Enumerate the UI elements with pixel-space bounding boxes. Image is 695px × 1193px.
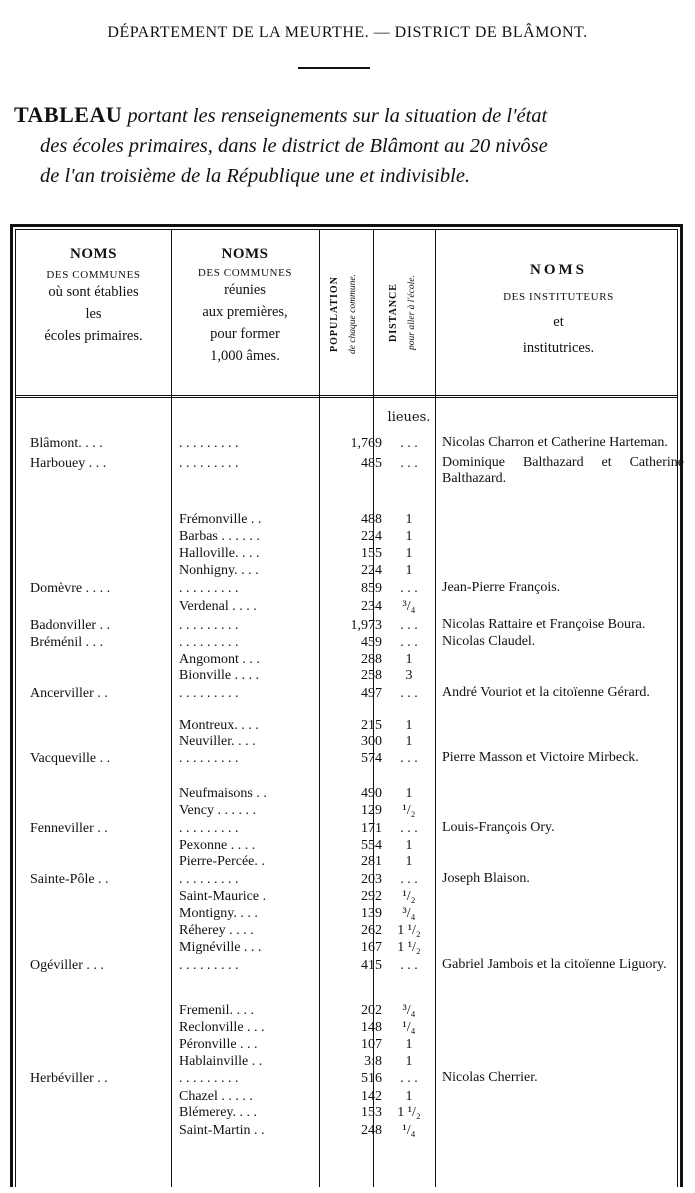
cell-c2: . . . . . . . . . [179, 635, 239, 650]
cell-c3: 203 [361, 872, 382, 887]
cell-c4: 1 [405, 512, 413, 527]
col3-sub: de chaque commune. [348, 274, 358, 354]
cell-c3: 148 [361, 1020, 382, 1035]
col2-header [171, 246, 319, 367]
cell-c3: 281 [361, 854, 382, 869]
cell-c4: 1 [405, 718, 413, 733]
cell-c3: 167 [361, 940, 382, 955]
cell-c3: 574 [361, 751, 382, 766]
cell-c2: . . . . . . . . . [179, 751, 239, 766]
table-row [16, 511, 684, 529]
cell-c3: 155 [361, 546, 382, 561]
cell-c3: 107 [361, 1037, 382, 1052]
cell-c2: Hablainville . . [179, 1054, 263, 1069]
cell-c2: Nonhigny. . . . [179, 563, 259, 578]
col5-header [435, 262, 682, 359]
cell-c4: ¹/₄ [402, 1020, 416, 1035]
table-row [16, 1019, 684, 1037]
cell-c4: 1 [405, 652, 413, 667]
cell-c3: 859 [361, 581, 382, 596]
intro-line-2: des écoles primaires, dans le district de Blâmont au 20 nivôse [40, 135, 548, 157]
cell-c4: 1 [405, 563, 413, 578]
cell-c2: Pierre-Percée. . [179, 854, 265, 869]
cell-c4: ³/₄ [402, 1003, 416, 1018]
cell-c3: 516 [361, 1071, 382, 1086]
col2-sub: DES COMMUNES [197, 267, 293, 279]
cell-c2: Pexonne . . . . [179, 838, 256, 853]
cell-c2: Montigny. . . . [179, 906, 258, 921]
table-row [16, 939, 684, 957]
table-row [16, 617, 684, 635]
col4-title: DISTANCE [388, 283, 399, 343]
cell-c5: Joseph Blaison. [442, 871, 530, 886]
cell-c2: . . . . . . . . . [179, 821, 239, 836]
cell-c4: . . . [400, 751, 418, 766]
cell-c3: 1,769 [350, 436, 382, 451]
table-row [16, 853, 684, 871]
header-divider [16, 395, 677, 396]
cell-c3: 248 [361, 1123, 382, 1138]
cell-c3: 258 [361, 668, 382, 683]
col2-line2: aux premières, [202, 304, 288, 320]
cell-c3: 153 [361, 1105, 382, 1120]
table-inner-frame [15, 229, 684, 1187]
cell-c1: Ancerviller . . [30, 686, 108, 701]
cell-c4: 1 [405, 529, 413, 544]
cell-c2: Vency . . . . . . [179, 803, 256, 818]
intro-lead: TABLEAU [14, 102, 123, 127]
cell-c3: 171 [361, 821, 382, 836]
cell-c4: . . . [400, 436, 418, 451]
cell-c1: Ogéviller . . . [30, 958, 104, 973]
cell-c3: 300 [361, 734, 382, 749]
intro-paragraph [14, 100, 686, 191]
cell-c3: 554 [361, 838, 382, 853]
cell-c3: 202 [361, 1003, 382, 1018]
cell-c2: Frémonville . . [179, 512, 262, 527]
col1-line3: écoles primaires. [44, 328, 143, 344]
cell-c4: ³/₄ [402, 906, 416, 921]
cell-c1: Herbéviller . . [30, 1071, 108, 1086]
cell-c5: Louis-François Ory. [442, 820, 555, 835]
cell-c4: . . . [400, 456, 418, 471]
cell-c4: 1 ¹/₂ [397, 940, 421, 955]
cell-c4: ¹/₄ [402, 1123, 416, 1138]
cell-c3: 224 [361, 529, 382, 544]
cell-c4: . . . [400, 581, 418, 596]
cell-c4: . . . [400, 1071, 418, 1086]
cell-c3: 415 [361, 958, 382, 973]
cell-c3: 292 [361, 889, 382, 904]
cell-c5: Nicolas Cherrier. [442, 1070, 538, 1085]
table-row [16, 1122, 684, 1140]
cell-c5: Pierre Masson et Victoire Mirbeck. [442, 750, 639, 765]
cell-c5: Nicolas Rattaire et Françoise Boura. [442, 617, 646, 632]
cell-c4: 3 [405, 668, 413, 683]
cell-c3: 497 [361, 686, 382, 701]
table-row [16, 922, 684, 940]
cell-c2: . . . . . . . . . [179, 456, 239, 471]
table-row [16, 957, 684, 975]
col3-title: POPULATION [329, 276, 340, 352]
cell-c4: 1 [405, 854, 413, 869]
cell-c3: 234 [361, 599, 382, 614]
cell-c2: Montreux. . . . [179, 718, 259, 733]
cell-c4: 1 [405, 1037, 413, 1052]
cell-c4: 1 [405, 546, 413, 561]
cell-c3: 488 [361, 512, 382, 527]
table-row [16, 667, 684, 685]
col5-sub: DES INSTITUTEURS [503, 291, 614, 303]
cell-c1: Bréménil . . . [30, 635, 104, 650]
col1-line2: les [85, 306, 102, 322]
table-row [16, 1070, 684, 1088]
cell-c1: Blâmont. . . . [30, 436, 103, 451]
cell-c4: ¹/₂ [402, 803, 416, 818]
cell-c3: 288 [361, 652, 382, 667]
schools-table [10, 224, 683, 1187]
header-divider-double [16, 397, 677, 398]
cell-c5: Nicolas Claudel. [442, 634, 536, 649]
col1-header [16, 246, 171, 347]
cell-c2: Chazel . . . . . [179, 1089, 253, 1104]
cell-c4: . . . [400, 821, 418, 836]
cell-c3: 490 [361, 786, 382, 801]
cell-c2: Neuviller. . . . [179, 734, 256, 749]
cell-c2: Réherey . . . . [179, 923, 254, 938]
intro-line-3: de l'an troisième de la République une et indivisible. [40, 165, 471, 187]
table-row [16, 685, 684, 703]
table-row [16, 871, 684, 889]
cell-c5: Jean-Pierre François. [442, 580, 561, 595]
cell-c2: . . . . . . . . . [179, 1071, 239, 1086]
header-rule [298, 67, 370, 69]
col1-title: NOMS [70, 246, 117, 262]
table-row [16, 528, 684, 546]
cell-c4: ³/₄ [402, 599, 416, 614]
table-row [16, 545, 684, 563]
table-row [16, 750, 684, 768]
cell-c4: . . . [400, 618, 418, 633]
cell-c4: . . . [400, 686, 418, 701]
cell-c2: Barbas . . . . . . [179, 529, 260, 544]
col2-title: NOMS [221, 246, 269, 262]
cell-c4: . . . [400, 635, 418, 650]
table-row [16, 455, 684, 486]
cell-c3: 129 [361, 803, 382, 818]
cell-c2: Saint-Martin . . [179, 1123, 265, 1138]
cell-c3: 1,973 [350, 618, 382, 633]
cell-c2: Blémerey. . . . [179, 1105, 258, 1120]
cell-c3: 142 [361, 1089, 382, 1104]
col2-line4: 1,000 âmes. [210, 348, 280, 364]
table-row [16, 888, 684, 906]
cell-c4: 1 [405, 734, 413, 749]
cell-c4: 1 [405, 1054, 413, 1069]
cell-c2: Verdenal . . . . [179, 599, 257, 614]
cell-c3: 224 [361, 563, 382, 578]
cell-c3: 215 [361, 718, 382, 733]
cell-c4: ¹/₂ [402, 889, 416, 904]
cell-c3: 459 [361, 635, 382, 650]
cell-c1: Sainte-Pôle . . [30, 872, 109, 887]
col5-line2: institutrices. [522, 340, 595, 356]
cell-c3: 485 [361, 456, 382, 471]
table-row [16, 1053, 684, 1071]
cell-c1: Vacqueville . . [30, 751, 111, 766]
table-row [16, 905, 684, 923]
cell-c4: 1 ¹/₂ [397, 1105, 421, 1120]
cell-c2: Saint-Maurice . [179, 889, 267, 904]
cell-c2: Bionville . . . . [179, 668, 260, 683]
col4-header [385, 244, 421, 382]
col5-line1: et [553, 314, 564, 330]
cell-c2: Halloville. . . . [179, 546, 260, 561]
intro-line-1: portant les renseignements sur la situation de l'état [127, 105, 548, 127]
cell-c4: 1 [405, 1089, 413, 1104]
col2-line1: réunies [224, 282, 266, 298]
cell-c3: 3:8 [364, 1054, 382, 1069]
table-row [16, 580, 684, 598]
cell-c2: . . . . . . . . . [179, 436, 239, 451]
table-row [16, 785, 684, 803]
cell-c2: Angomont . . . [179, 652, 260, 667]
cell-c4: 1 [405, 786, 413, 801]
cell-c3: 262 [361, 923, 382, 938]
table-row [16, 1036, 684, 1054]
cell-c5: André Vouriot et la citoïenne Gérard. [442, 685, 650, 700]
cell-c4: 1 ¹/₂ [397, 923, 421, 938]
cell-c2: Mignéville . . . [179, 940, 262, 955]
cell-c3: 139 [361, 906, 382, 921]
cell-c4: . . . [400, 872, 418, 887]
table-row [16, 733, 684, 751]
table-row [16, 1104, 684, 1122]
cell-c2: Péronville . . . [179, 1037, 258, 1052]
table-row [16, 435, 684, 453]
distance-unit: lieues. [387, 410, 431, 425]
cell-c2: Fremenil. . . . [179, 1003, 255, 1018]
cell-c1: Harbouey . . . [30, 456, 107, 471]
cell-c2: . . . . . . . . . [179, 686, 239, 701]
table-row [16, 562, 684, 580]
cell-c4: 1 [405, 838, 413, 853]
table-row [16, 634, 684, 652]
col5-title: NOMS [530, 262, 587, 278]
col2-line3: pour former [210, 326, 280, 342]
col1-sub: DES COMMUNES [46, 269, 141, 281]
cell-c5: Dominique Balthazard et Catherine Balthazard. [442, 455, 684, 486]
page-header: DÉPARTEMENT DE LA MEURTHE. — DISTRICT DE BLÂMONT. [107, 24, 588, 41]
cell-c2: Reclonville . . . [179, 1020, 265, 1035]
table-row [16, 1002, 684, 1020]
cell-c4: . . . [400, 958, 418, 973]
cell-c1: Badonviller . . [30, 618, 111, 633]
col4-sub: pour aller à l'école. [407, 275, 417, 351]
cell-c2: . . . . . . . . . [179, 581, 239, 596]
cell-c2: . . . . . . . . . [179, 872, 239, 887]
cell-c5: Nicolas Charron et Catherine Harteman. [442, 435, 668, 450]
col1-line1: où sont établies [48, 284, 139, 300]
table-row [16, 598, 684, 616]
cell-c2: . . . . . . . . . [179, 958, 239, 973]
cell-c1: Fenneviller . . [30, 821, 108, 836]
table-row [16, 802, 684, 820]
cell-c2: Neufmaisons . . [179, 786, 267, 801]
col3-header [326, 250, 362, 378]
cell-c2: . . . . . . . . . [179, 618, 239, 633]
cell-c5: Gabriel Jambois et la citoïenne Liguory. [442, 957, 667, 972]
cell-c1: Domèvre . . . . [30, 581, 111, 596]
table-row [16, 820, 684, 838]
